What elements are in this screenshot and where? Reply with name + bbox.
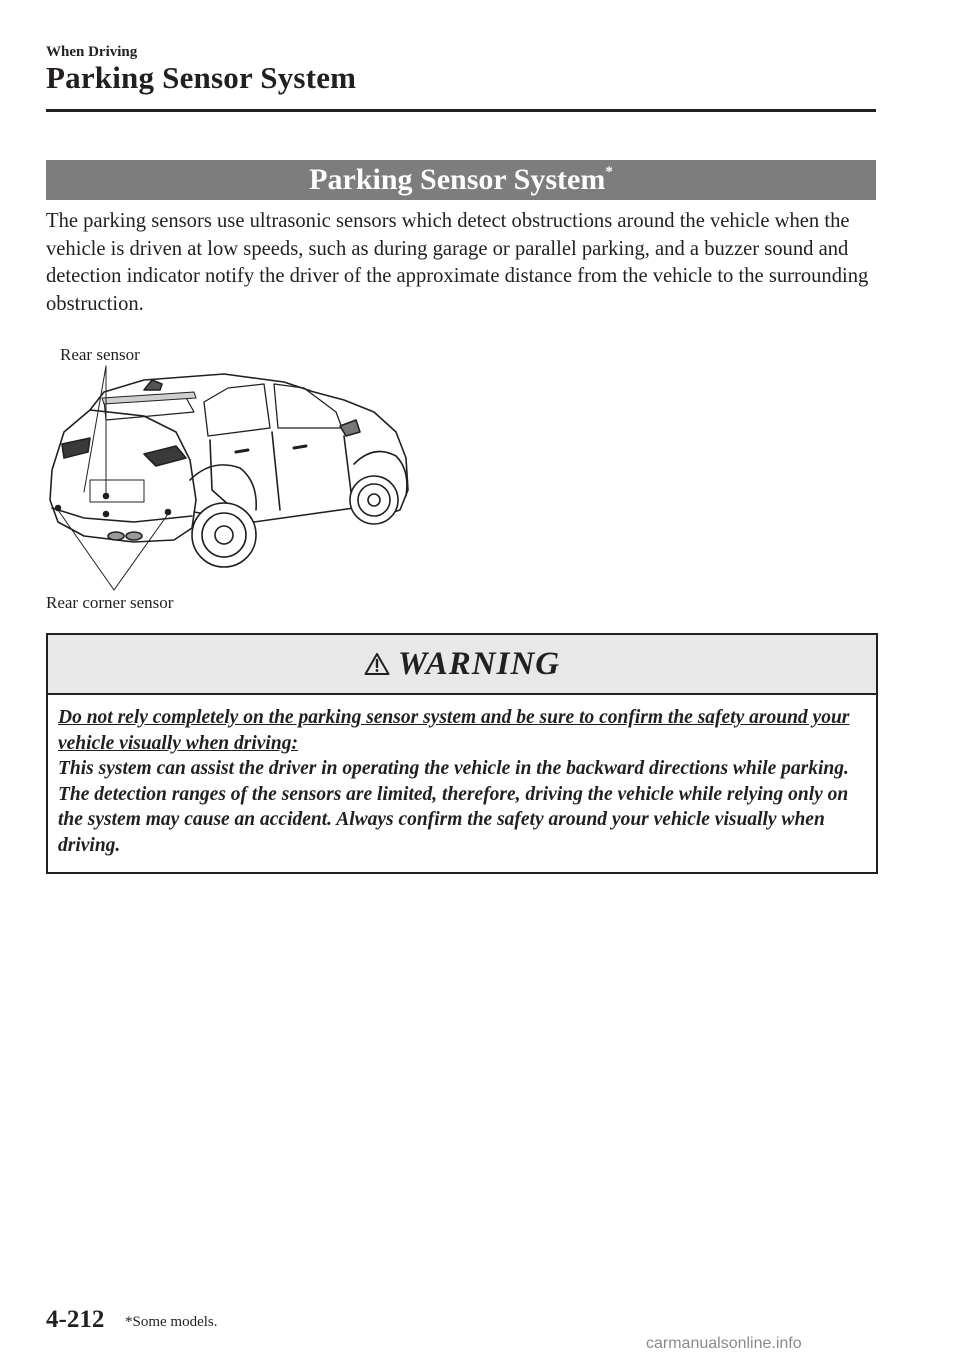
intro-paragraph: The parking sensors use ultrasonic sensors which detect obstructions around the vehicle when the vehicle is driven at low speeds, such as during garage or parallel parking, and a buzzer sound and detection indicator notify the driver of the approximate distance from the vehicle to the surrounding obstruction. xyxy=(46,210,869,315)
rear-corner-sensor-label: Rear corner sensor xyxy=(46,593,174,612)
warning-lead: Do not rely completely on the parking sensor system and be sure to confirm the safety around your vehicle visually when driving: xyxy=(58,707,850,754)
section-heading xyxy=(46,160,876,200)
section-heading-text: Parking Sensor System xyxy=(309,163,606,196)
page-number: 4-212 xyxy=(46,1306,105,1333)
page-title: Parking Sensor System xyxy=(46,60,357,95)
warning-title: WARNING xyxy=(397,645,561,682)
car-rear-illustration xyxy=(44,340,424,615)
warning-header xyxy=(48,635,876,695)
warning-box xyxy=(46,633,878,874)
warning-text: This system can assist the driver in operating the vehicle in the backward directions while parking. The detection ranges of the sensors are limited, therefore, driving the vehicle while relying only on the system may cause an accident. Always confirm the safety around your vehicle visually when driving. xyxy=(58,758,849,856)
section-asterisk: * xyxy=(605,164,613,180)
watermark: carmanualsonline.info xyxy=(646,1335,802,1352)
warning-triangle-icon xyxy=(364,652,390,676)
rear-sensor-label: Rear sensor xyxy=(60,345,140,364)
chapter-label: When Driving xyxy=(46,44,138,60)
warning-body xyxy=(58,705,858,858)
title-divider xyxy=(46,109,876,112)
footnote: *Some models. xyxy=(125,1314,218,1330)
